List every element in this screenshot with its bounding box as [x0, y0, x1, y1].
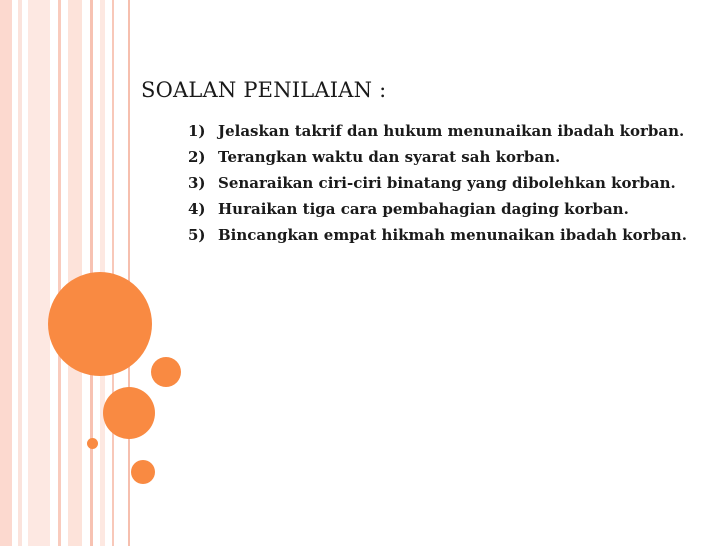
decor-stripe	[18, 0, 22, 546]
decor-circle-medium	[103, 387, 155, 439]
question-text: Senaraikan ciri-ciri binatang yang dibolehkan korban.	[218, 174, 676, 192]
question-item	[188, 198, 688, 220]
decor-circle-small	[131, 460, 155, 484]
question-list	[188, 120, 688, 250]
question-text: Bincangkan empat hikmah menunaikan ibadah korban.	[218, 226, 687, 244]
decor-circle-small	[151, 357, 181, 387]
question-item	[188, 224, 688, 246]
question-number: 2)	[188, 148, 206, 166]
question-text: Jelaskan takrif dan hukum menunaikan ibadah korban.	[218, 122, 685, 140]
decor-stripe	[0, 0, 12, 546]
question-item	[188, 120, 688, 142]
decor-stripe	[128, 0, 130, 546]
decor-stripe	[68, 0, 82, 546]
question-text: Huraikan tiga cara pembahagian daging korban.	[218, 200, 629, 218]
question-item	[188, 146, 688, 168]
question-number: 4)	[188, 200, 206, 218]
decor-circle-large	[48, 272, 152, 376]
decor-circle-tiny	[87, 438, 98, 449]
question-number: 1)	[188, 122, 206, 140]
decor-stripe	[58, 0, 61, 546]
question-number: 5)	[188, 226, 206, 244]
slide-title: SOALAN PENILAIAN :	[141, 78, 387, 102]
decor-stripe	[28, 0, 50, 546]
question-item	[188, 172, 688, 194]
question-text: Terangkan waktu dan syarat sah korban.	[218, 148, 561, 166]
question-number: 3)	[188, 174, 206, 192]
